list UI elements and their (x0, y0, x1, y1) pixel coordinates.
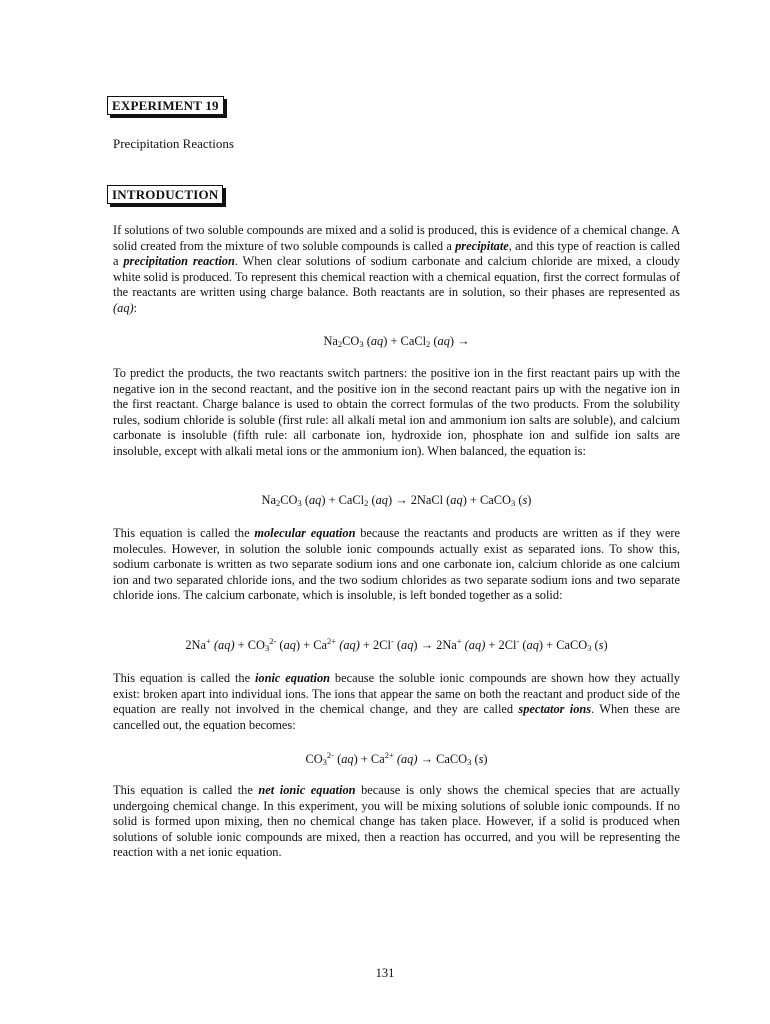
text-run: ( (471, 752, 479, 766)
text-run: - (516, 636, 520, 646)
introduction-heading (107, 185, 223, 204)
text-run: ( (368, 493, 376, 507)
text-run: (aq) (213, 638, 235, 652)
text-run: ) + CaCO (538, 638, 588, 652)
text-run: CO (305, 752, 323, 766)
text-run: net ionic equation (258, 783, 356, 797)
text-run: . When clear solutions of sodium carbonate and calcium chloride are mixed, a cloudy white solid is produced. To represent this chemical reaction with a chemical equation, first the correct formulas of the reactants are written using charge balance. Both reactants are in solution, so their phases are represented as (113, 254, 680, 300)
text-run: spectator ions (518, 702, 592, 717)
text-run: . When these are cancelled out, the equation becomes: (113, 702, 681, 732)
text-run: (aq) (339, 638, 360, 652)
text-run: 2Na (185, 638, 207, 652)
text-run: 2+ (384, 750, 394, 760)
text-run: ( (393, 638, 402, 652)
text-run: + 2Cl (485, 638, 517, 652)
text-run: (aq) (113, 300, 134, 315)
text-run: ) → (449, 334, 470, 348)
text-run: because is only shows the chemical species that are actually undergoing chemical change. In this experiment, you will be mixing solutions of soluble ionic compounds. If no solid is formed upon mixing, then no chemical change has taken place. However, if a solid is produced when solutions of soluble ionic compounds are mixed, then a reaction has occurred, and you will be representing the reaction with a net ionic equation. (113, 783, 680, 860)
text-run: aq (370, 334, 384, 348)
text-run: aq (401, 638, 414, 652)
text-run: ) (527, 493, 532, 507)
text-run: This equation is called the (113, 783, 259, 797)
text-run: This equation is called the (113, 526, 255, 540)
text-run: ) + Ca (295, 638, 328, 652)
net-ionic-equation (113, 750, 680, 767)
text-run: - (390, 636, 394, 646)
experiment-title: Precipitation Reactions (113, 136, 234, 151)
text-run: If solutions of two soluble compounds are mixed and a solid is produced, this is evidence of a chemical change. A solid created from the mixture of two soluble compounds is called a (113, 223, 680, 253)
text-run: ) → 2Na (413, 638, 457, 652)
text-run: 3 (587, 643, 592, 653)
text-run: aq (341, 752, 354, 766)
text-run: 3 (264, 643, 270, 653)
text-run: 3 (297, 498, 302, 508)
experiment-heading (107, 96, 224, 115)
intro-paragraph-1 (113, 223, 680, 317)
text-run: aq (437, 334, 450, 348)
text-run: This equation is called the (113, 671, 255, 685)
text-run: + 2Cl (359, 638, 391, 652)
intro-paragraph-5 (113, 783, 680, 861)
text-run: → CaCO (417, 752, 468, 766)
intro-paragraph-4 (113, 671, 680, 733)
text-run: s (522, 493, 528, 507)
text-run: Na (323, 334, 338, 348)
text-run: ) (603, 638, 608, 652)
page-number: 131 (375, 966, 395, 980)
text-run: 2- (269, 636, 277, 646)
text-run: To predict the products, the two reactants switch partners: the positive ion in the first reactant pairs up with the negative ion in the second reactant, and the positive ion in the second reactant pairs up with the negative ion in the first reactant. Charge balance is used to obtain the correct formulas of the two products. From the solubility rules, sodium chloride is soluble (first rule: all alkali metal ion and ammonium ion salts are soluble), and calcium carbonate is insoluble (fifth rule: all carbonate ion, hydroxide ion, phosphate ion and sulfide ion salts are insoluble, except with alkali metal ions or the ammonium ion). When balanced, the equation is: (113, 366, 680, 458)
text-run: + (206, 636, 211, 646)
text-run: molecular equation (254, 526, 356, 540)
text-run: s (598, 638, 604, 652)
text-run: Na (261, 493, 276, 507)
text-run: ( (430, 334, 438, 348)
text-run: : (133, 300, 138, 315)
text-run: ( (276, 638, 284, 652)
text-run: ionic equation (254, 671, 331, 685)
intro-paragraph-2 (113, 366, 680, 460)
text-run: 2 (337, 339, 343, 349)
text-run: ) → 2NaCl ( (388, 493, 451, 507)
text-run: ( (334, 752, 342, 766)
text-run: 2+ (327, 636, 337, 646)
text-run: ( (301, 493, 309, 507)
text-run: 3 (359, 339, 364, 349)
text-run: ) + CaCl (383, 334, 427, 348)
text-run: 3 (510, 498, 516, 508)
text-run: aq (450, 493, 463, 507)
text-run: s (478, 752, 484, 766)
molecular-equation (113, 493, 680, 508)
text-run: CO (280, 493, 298, 507)
text-run: ) + CaCl (321, 493, 365, 507)
text-run: 2 (426, 339, 431, 349)
text-run: + CO (234, 638, 265, 652)
text-run: 2 (364, 498, 369, 508)
text-run: ( (363, 334, 371, 348)
ionic-equation (113, 636, 680, 653)
text-run: ) + Ca (353, 752, 385, 766)
text-run: 2 (276, 498, 281, 508)
text-run: (aq) (464, 638, 486, 652)
text-run: ) + CaCO (462, 493, 511, 507)
text-run: ( (591, 638, 599, 652)
text-run: ( (519, 638, 527, 652)
text-run: aq (283, 638, 296, 652)
text-run: + (456, 636, 462, 646)
text-run: (aq) (396, 752, 418, 766)
text-run: 2- (326, 750, 334, 760)
text-run: precipitation reaction (123, 254, 235, 269)
text-run: ) (483, 752, 488, 766)
experiment-heading-text: EXPERIMENT 19 (112, 98, 219, 113)
equation-reactants (113, 334, 680, 349)
introduction-heading-text: INTRODUCTION (112, 187, 219, 202)
text-run: aq (526, 638, 539, 652)
text-run: 3 (322, 757, 327, 767)
text-run: precipitate (455, 238, 509, 253)
text-run: 3 (467, 757, 472, 767)
text-run: ( (515, 493, 523, 507)
intro-paragraph-3 (113, 526, 680, 604)
text-run: because the reactants and products are written as if they were molecules. However, in solution the soluble ionic compounds actually exist as separated ions. To show this, sodium carbonate is written as two separate sodium ions and one carbonate ion, calcium chloride as one calcium ion and two separated chloride ions, and the two sodium chlorides as two separate sodium ions and two separate chloride ions. The calcium carbonate, which is insoluble, is left bonded together as a solid: (113, 526, 680, 603)
text-run: aq (308, 493, 322, 507)
text-run: because the soluble ionic compounds are shown how they actually exist: broken apart into individual ions. The ions that appear the same on both the reactant and product side of the equation are really not involved in the chemical change, and they are called (113, 671, 680, 717)
text-run: aq (375, 493, 388, 507)
text-run: CO (342, 334, 360, 348)
text-run: , and this type of reaction is called a (113, 238, 680, 269)
